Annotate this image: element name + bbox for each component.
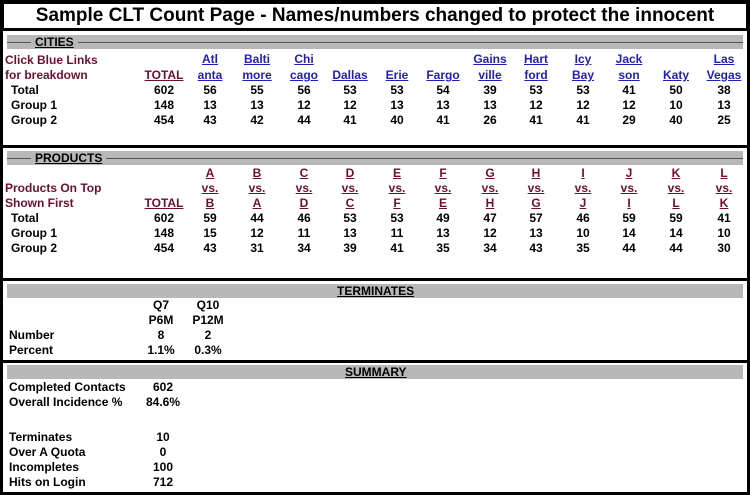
product-top-letter: G <box>485 166 495 180</box>
page-title: Sample CLT Count Page - Names/numbers changed to protect the innocent <box>3 3 747 29</box>
product-bottom-letter: L <box>672 196 680 210</box>
product-top-letter: E <box>392 166 401 180</box>
products-cell: 47 <box>483 211 497 225</box>
product-bottom-letter: A <box>252 196 262 210</box>
products-row-total: 148 <box>153 226 175 240</box>
summary-header: SUMMARY <box>341 365 411 379</box>
cities-cell: 55 <box>250 83 264 97</box>
cities-row-label: Group 2 <box>11 113 58 127</box>
city-link-bottom[interactable]: Fargo <box>426 68 460 82</box>
product-vs: vs. <box>248 181 266 195</box>
product-vs: vs. <box>715 181 733 195</box>
products-cell: 14 <box>622 226 636 240</box>
cities-cell: 42 <box>250 113 264 127</box>
cities-cell: 41 <box>576 113 590 127</box>
cities-row-label: Group 1 <box>11 98 58 112</box>
cities-cell: 39 <box>483 83 497 97</box>
products-cell: 13 <box>529 226 543 240</box>
terminates-col-top: Q10 <box>196 298 220 312</box>
cities-cell: 13 <box>717 98 731 112</box>
products-note-line1: Products On Top <box>5 181 102 195</box>
product-top-letter: K <box>671 166 681 180</box>
cities-cell: 50 <box>669 83 683 97</box>
cities-row-label: Total <box>11 83 39 97</box>
cities-cell: 12 <box>622 98 636 112</box>
terminates-cell: 2 <box>204 328 212 342</box>
cities-cell: 53 <box>390 83 404 97</box>
city-link-bottom[interactable]: cago <box>289 68 318 82</box>
cities-cell: 12 <box>343 98 357 112</box>
product-top-letter: B <box>252 166 262 180</box>
product-bottom-letter: C <box>345 196 355 210</box>
products-cell: 53 <box>343 211 357 225</box>
cities-cell: 13 <box>203 98 217 112</box>
city-link-top[interactable]: Las <box>713 52 735 66</box>
cities-note-line1: Click Blue Links <box>5 53 98 67</box>
products-row-label: Group 1 <box>11 226 58 240</box>
products-cell: 49 <box>436 211 450 225</box>
product-top-letter: L <box>720 166 728 180</box>
cities-cell: 53 <box>343 83 357 97</box>
cities-cell: 56 <box>203 83 217 97</box>
city-link-top[interactable]: Icy <box>574 52 592 66</box>
summary-label: Overall Incidence % <box>9 395 123 409</box>
cities-row-total: 454 <box>153 113 175 127</box>
product-bottom-letter: K <box>719 196 729 210</box>
products-cell: 59 <box>669 211 683 225</box>
cities-cell: 44 <box>297 113 311 127</box>
terminates-row-label: Number <box>9 328 55 342</box>
terminates-header: TERMINATES <box>333 284 418 298</box>
products-cell: 46 <box>297 211 311 225</box>
products-panel <box>3 148 747 278</box>
summary-value: 712 <box>152 475 174 489</box>
products-cell: 59 <box>203 211 217 225</box>
city-link-bottom[interactable]: ville <box>478 68 502 82</box>
cities-cell: 41 <box>622 83 636 97</box>
terminates-cell: 1.1% <box>147 343 175 357</box>
products-cell: 10 <box>717 226 731 240</box>
cities-row-total: 602 <box>153 83 175 97</box>
product-top-letter: F <box>439 166 447 180</box>
product-top-letter: J <box>625 166 633 180</box>
products-header: PRODUCTS <box>31 151 106 165</box>
cities-cell: 13 <box>390 98 404 112</box>
terminates-col-bottom: P12M <box>192 313 224 327</box>
product-bottom-letter: F <box>393 196 401 210</box>
product-top-letter: D <box>345 166 355 180</box>
products-cell: 12 <box>483 226 497 240</box>
products-cell: 43 <box>529 241 543 255</box>
products-cell: 59 <box>622 211 636 225</box>
cities-cell: 43 <box>203 113 217 127</box>
products-cell: 15 <box>203 226 217 240</box>
cities-total-header: TOTAL <box>144 68 184 82</box>
product-top-letter: C <box>299 166 309 180</box>
city-link-top[interactable]: Atl <box>202 52 218 66</box>
product-bottom-letter: H <box>485 196 495 210</box>
summary-value: 84.6% <box>145 395 181 409</box>
terminates-cell: 8 <box>157 328 165 342</box>
products-row-label: Group 2 <box>11 241 58 255</box>
product-vs: vs. <box>527 181 545 195</box>
terminates-header-bar <box>7 284 743 298</box>
products-row-total: 602 <box>153 211 175 225</box>
summary-value: 0 <box>159 445 167 459</box>
products-row-label: Total <box>11 211 39 225</box>
product-bottom-letter: E <box>438 196 447 210</box>
cities-panel <box>3 31 747 145</box>
products-cell: 41 <box>717 211 731 225</box>
product-vs: vs. <box>388 181 406 195</box>
cities-cell: 29 <box>622 113 636 127</box>
cities-header: CITIES <box>31 35 78 49</box>
products-cell: 39 <box>343 241 357 255</box>
terminates-cell: 0.3% <box>194 343 222 357</box>
summary-value: 100 <box>152 460 174 474</box>
cities-cell: 53 <box>529 83 543 97</box>
cities-cell: 13 <box>250 98 264 112</box>
city-link-top[interactable]: Gains <box>473 52 507 66</box>
city-link-top[interactable]: Hart <box>523 52 548 66</box>
products-cell: 53 <box>390 211 404 225</box>
cities-cell: 13 <box>483 98 497 112</box>
product-bottom-letter: I <box>627 196 631 210</box>
summary-label: Terminates <box>9 430 73 444</box>
products-cell: 44 <box>669 241 683 255</box>
cities-cell: 53 <box>576 83 590 97</box>
cities-cell: 41 <box>343 113 357 127</box>
cities-cell: 41 <box>529 113 543 127</box>
product-bottom-letter: B <box>205 196 215 210</box>
products-cell: 11 <box>390 226 404 240</box>
product-bottom-letter: D <box>299 196 309 210</box>
cities-cell: 41 <box>436 113 450 127</box>
product-top-letter: I <box>581 166 585 180</box>
product-bottom-letter: J <box>579 196 587 210</box>
products-cell: 44 <box>250 211 264 225</box>
city-link-bottom[interactable]: anta <box>197 68 223 82</box>
product-vs: vs. <box>667 181 685 195</box>
products-cell: 14 <box>669 226 683 240</box>
product-vs: vs. <box>481 181 499 195</box>
products-cell: 46 <box>576 211 590 225</box>
city-link-top[interactable]: Balti <box>243 52 270 66</box>
products-cell: 11 <box>297 226 311 240</box>
city-link-bottom[interactable]: more <box>242 68 272 82</box>
city-link-bottom[interactable]: Katy <box>662 68 689 82</box>
cities-row-total: 148 <box>153 98 175 112</box>
cities-cell: 25 <box>717 113 731 127</box>
products-cell: 34 <box>483 241 497 255</box>
summary-label: Over A Quota <box>9 445 86 459</box>
city-link-bottom[interactable]: Erie <box>385 68 409 82</box>
summary-header-bar <box>7 365 743 379</box>
product-vs: vs. <box>434 181 452 195</box>
product-vs: vs. <box>620 181 638 195</box>
city-link-bottom[interactable]: son <box>618 68 640 82</box>
terminates-col-top: Q7 <box>152 298 169 312</box>
city-link-bottom[interactable]: ford <box>524 68 548 82</box>
cities-cell: 56 <box>297 83 311 97</box>
products-cell: 12 <box>250 226 264 240</box>
products-cell: 13 <box>436 226 450 240</box>
terminates-col-bottom: P6M <box>148 313 174 327</box>
products-cell: 10 <box>576 226 590 240</box>
cities-cell: 10 <box>669 98 683 112</box>
cities-note-line2: for breakdown <box>5 68 88 82</box>
products-cell: 44 <box>622 241 636 255</box>
products-note-line2: Shown First <box>5 196 74 210</box>
product-vs: vs. <box>574 181 592 195</box>
products-cell: 41 <box>390 241 404 255</box>
cities-cell: 12 <box>529 98 543 112</box>
cities-header-bar <box>7 35 743 49</box>
summary-label: Completed Contacts <box>9 380 126 394</box>
cities-cell: 38 <box>717 83 731 97</box>
product-vs: vs. <box>295 181 313 195</box>
city-link-top[interactable]: Jack <box>615 52 643 66</box>
cities-cell: 40 <box>669 113 683 127</box>
cities-cell: 26 <box>483 113 497 127</box>
product-vs: vs. <box>341 181 359 195</box>
products-cell: 43 <box>203 241 217 255</box>
cities-cell: 13 <box>436 98 450 112</box>
products-cell: 34 <box>297 241 311 255</box>
city-link-bottom[interactable]: Dallas <box>332 68 368 82</box>
summary-label: Hits on Login <box>9 475 86 489</box>
product-vs: vs. <box>201 181 219 195</box>
products-cell: 30 <box>717 241 731 255</box>
summary-label: Incompletes <box>9 460 80 474</box>
products-row-total: 454 <box>153 241 175 255</box>
city-link-top[interactable]: Chi <box>294 52 314 66</box>
summary-value: 10 <box>156 430 170 444</box>
products-total-header: TOTAL <box>144 196 184 210</box>
cities-cell: 12 <box>576 98 590 112</box>
cities-cell: 40 <box>390 113 404 127</box>
products-cell: 31 <box>250 241 264 255</box>
cities-cell: 12 <box>297 98 311 112</box>
products-cell: 57 <box>529 211 543 225</box>
summary-panel <box>3 363 747 492</box>
header-rule <box>7 42 743 43</box>
products-cell: 35 <box>436 241 450 255</box>
header-rule <box>7 158 743 159</box>
products-header-bar <box>7 151 743 165</box>
products-cell: 13 <box>343 226 357 240</box>
product-bottom-letter: G <box>531 196 541 210</box>
terminates-row-label: Percent <box>9 343 54 357</box>
terminates-panel <box>3 281 747 360</box>
city-link-bottom[interactable]: Bay <box>571 68 594 82</box>
product-top-letter: A <box>205 166 215 180</box>
city-link-bottom[interactable]: Vegas <box>706 68 742 82</box>
cities-cell: 54 <box>436 83 450 97</box>
products-cell: 35 <box>576 241 590 255</box>
summary-value: 602 <box>152 380 174 394</box>
product-top-letter: H <box>531 166 541 180</box>
